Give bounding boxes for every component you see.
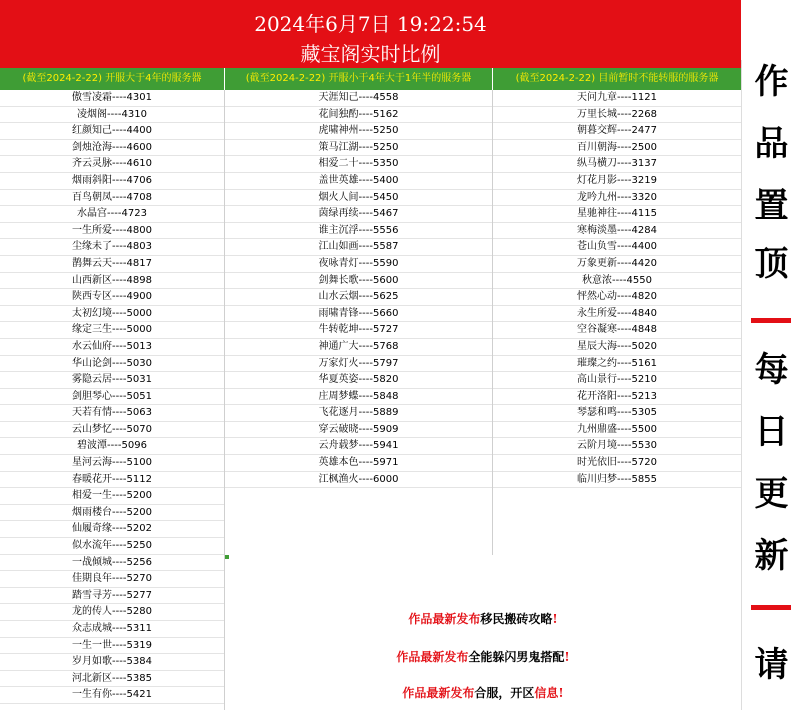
table-row: 茵绿再续----5467 [225,206,492,223]
table-row: 空谷凝寒----4848 [493,322,741,339]
table-row: 云阶月境----5530 [493,438,741,455]
table-row: 时光依旧----5720 [493,455,741,472]
table-row: 神通广大----5768 [225,339,492,356]
table-row: 一生有你----5421 [0,687,224,704]
table-row: 天若有情----5063 [0,405,224,422]
table-row: 璀璨之约----5161 [493,356,741,373]
table-row: 太初幻境----5000 [0,306,224,323]
table-row: 众志成城----5311 [0,621,224,638]
table-row: 鹊舞云天----4817 [0,256,224,273]
table-row: 江山如画----5587 [225,239,492,256]
table-row: 水晶宫----4723 [0,206,224,223]
table-row: 龙的传人----5280 [0,604,224,621]
table-row: 一生一世----5319 [0,638,224,655]
table-row: 缘定三生----5000 [0,322,224,339]
table-row: 雾隐云居----5031 [0,372,224,389]
page-header [0,0,741,68]
table-row: 水云仙府----5013 [0,339,224,356]
table-row: 谁主沉浮----5556 [225,223,492,240]
table-row: 怦然心动----4820 [493,289,741,306]
table-row: 穿云破晓----5909 [225,422,492,439]
table-row: 山西新区----4898 [0,273,224,290]
side-char: 日 [754,412,789,452]
table-row: 百川朝海----2500 [493,140,741,157]
side-char: 请 [754,645,789,685]
table-row: 盖世英雄----5400 [225,173,492,190]
table-row: 剑烛沧海----4600 [0,140,224,157]
side-char: 置 [754,186,789,226]
table-row: 星驰神往----4115 [493,206,741,223]
table-row: 苍山负雪----4400 [493,239,741,256]
table-row: 高山景行----5210 [493,372,741,389]
table-row: 秋意浓----4550 [493,273,741,290]
table-row: 相爱二十----5350 [225,156,492,173]
table-row: 江枫渔火----6000 [225,472,492,489]
table-row: 凌烟阁----4310 [0,107,224,124]
table-row: 虎啸神州----5250 [225,123,492,140]
table-row: 庄周梦蝶----5848 [225,389,492,406]
table-row: 百鸟朝凤----4708 [0,190,224,207]
table-row: 万象更新----4420 [493,256,741,273]
table-row: 万家灯火----5797 [225,356,492,373]
table-row: 万里长城----2268 [493,107,741,124]
table-row: 剑舞长歌----5600 [225,273,492,290]
table-row: 华夏英姿----5820 [225,372,492,389]
table-row: 华山论剑----5030 [0,356,224,373]
table-row: 龙吟九州----3320 [493,190,741,207]
table-row: 尘缘未了----4803 [0,239,224,256]
table-row: 星辰大海----5020 [493,339,741,356]
page-title: 藏宝阁实时比例 [300,42,441,66]
promo-line-1[interactable]: 作品最新发布移民搬砖攻略! [408,612,558,626]
side-char: 品 [754,124,789,164]
table-row: 烟雨斜阳----4706 [0,173,224,190]
column-2 [225,90,492,488]
table-row: 牛转乾坤----5727 [225,322,492,339]
side-char: 作 [754,62,789,102]
table-row: 相爱一生----5200 [0,488,224,505]
table-row: 红颜知己----4400 [0,123,224,140]
table-row: 纵马横刀----3137 [493,156,741,173]
table-row: 云舟载梦----5941 [225,438,492,455]
side-divider [751,318,791,323]
side-banner [741,60,800,710]
table-row: 山水云烟----5625 [225,289,492,306]
promo-line-2[interactable]: 作品最新发布全能躲闪男鬼搭配! [396,650,570,664]
column-heading-3: (截至2024-2-22) 目前暂时不能转服的服务器 [493,68,741,90]
column-3 [493,90,741,488]
side-char: 新 [754,536,789,576]
table-row: 仙履奇缘----5202 [0,521,224,538]
promo-panel [225,560,741,710]
table-row: 剑胆琴心----5051 [0,389,224,406]
side-divider [751,605,791,610]
table-row: 齐云灵脉----4610 [0,156,224,173]
table-row: 佳期良年----5270 [0,571,224,588]
table-row: 云山梦忆----5070 [0,422,224,439]
promo-line-3[interactable]: 作品最新发布合服，开区信息! [402,686,564,700]
table-row: 烟雨楼台----5200 [0,505,224,522]
table-row: 傲雪凌霜----4301 [0,90,224,107]
table-row: 花间独酌----5162 [225,107,492,124]
table-row: 临川归梦----5855 [493,472,741,489]
side-char: 更 [754,474,789,514]
table-row: 天问九章----1121 [493,90,741,107]
table-row: 灯花月影----3219 [493,173,741,190]
datetime: 2024年6月7日 19:22:54 [254,12,487,36]
table-row: 一战倾城----5256 [0,555,224,572]
table-row: 踏雪寻芳----5277 [0,588,224,605]
table-row: 夜咏青灯----5590 [225,256,492,273]
table-row: 天涯知己----4558 [225,90,492,107]
table-row: 陕西专区----4900 [0,289,224,306]
side-char: 顶 [754,244,789,284]
table-row: 琴瑟和鸣----5305 [493,405,741,422]
table-row: 永生所爱----4840 [493,306,741,323]
column-heading-1: (截至2024-2-22) 开服大于4年的服务器 [0,68,224,90]
table-row: 烟火人间----5450 [225,190,492,207]
table-row: 星河云海----5100 [0,455,224,472]
side-char: 每 [754,350,789,390]
table-row: 河北新区----5385 [0,671,224,688]
table-row: 岁月如歌----5384 [0,654,224,671]
column-heading-2: (截至2024-2-22) 开服小于4年大于1年半的服务器 [225,68,492,90]
table-row: 策马江湖----5250 [225,140,492,157]
table-row: 雨啸青锋----5660 [225,306,492,323]
table-row: 似水流年----5250 [0,538,224,555]
table-row: 飞花逐月----5889 [225,405,492,422]
column-1 [0,90,224,704]
table-row: 寒梅淡墨----4284 [493,223,741,240]
table-row: 九州鼎盛----5500 [493,422,741,439]
table-row: 一生所爱----4800 [0,223,224,240]
table-row: 花开洛阳----5213 [493,389,741,406]
table-row: 春暖花开----5112 [0,472,224,489]
table-row: 碧波潭----5096 [0,438,224,455]
table-row: 英雄本色----5971 [225,455,492,472]
table-row: 朝暮交辉----2477 [493,123,741,140]
